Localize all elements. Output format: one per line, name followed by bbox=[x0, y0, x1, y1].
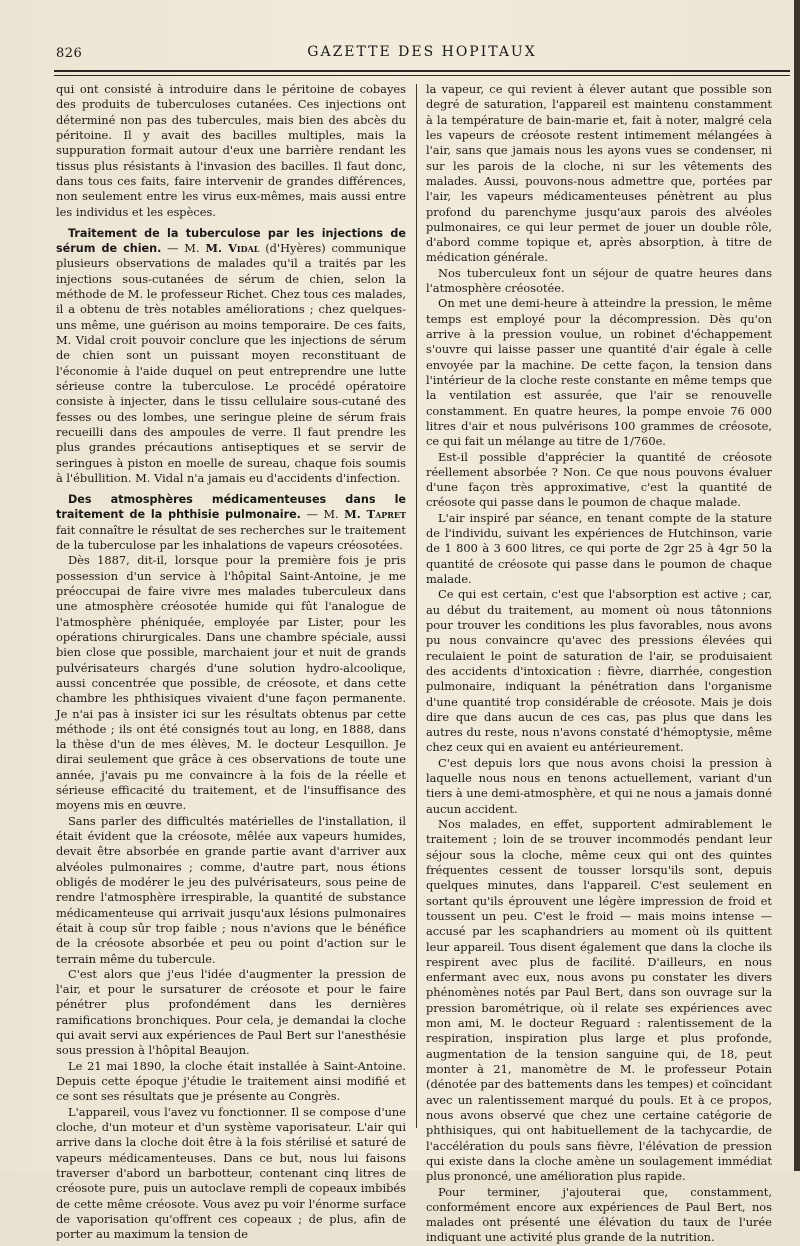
section-title: Des atmosphères médicamenteuses dans le traitement de la phthisie pulmonaire. bbox=[56, 493, 406, 522]
section-text: fait connaître le résultat de ses recherches sur le traitement de la tuberculose par les inhalations de vapeurs créosotées. bbox=[56, 522, 406, 553]
header-rule-thin bbox=[54, 75, 790, 76]
paragraph: Nos tuberculeux font un séjour de quatre heures dans l'atmosphère créosotée. bbox=[426, 265, 772, 296]
paragraph: Nos malades, en effet, supportent admirablement le traitement ; loin de se trouver incommodés pendant leur séjour sous la cloche, même ceux qui ont des quintes fréquentes cessent de tousser lorsqu'ils sont, depuis quelques minutes, dans l'appareil. C'est seulement en sortant qu'ils éprouvent une légère impression de froid et toussent un peu. C'est le froid — mais moins intense — accusé par les scaphandriers au moment où ils quittent leur appareil. Tous disent également que dans la cloche ils respirent avec plus de facilité. D'ailleurs, en nous enfermant avec eux, nous avons pu constater les divers phénomènes notés par Paul Bert, dans son ouvrage sur la pression barométrique, où il relate ses expériences avec mon ami, M. le docteur Reguard : ralentissement de la respiration, inspiration plus large et plus profonde, augmentation de la tension sanguine qui, de 18, peut monter à 21, manomètre de M. le professeur Potain (dénotée par des battements dans les tempes) et coïncidant avec un ralentissement marqué du pouls. Et à ce propos, nous avons observé que chez une certaine catégorie de phthisiques, qui ont habituellement de la tachycardie, de l'accélération du pouls sans fièvre, l'élévation de pression qui existe dans la cloche amène un soulagement immédiat plus prononcé, une amélioration plus rapide. bbox=[426, 817, 772, 1184]
journal-title: GAZETTE DES HOPITAUX bbox=[307, 44, 537, 60]
author-name: M. Tapret bbox=[344, 507, 406, 522]
paragraph: qui ont consisté à introduire dans le péritoine de cobayes des produits de tuberculoses cutanées. Ces injections ont déterminé non pas des tubercules, mais bien des abcès du péritoine. Il y avait des bacilles multiples, mais la suppuration formait autour d'eux une barrière rendant les tissus plus résistants à l'invasion des bacilles. Il faut donc, dans tous ces faits, faire intervenir de grandes différences, non seulement entre les virus eux-mêmes, mais aussi entre les individus et les espèces. bbox=[56, 82, 406, 219]
author-name: M. Vidal bbox=[205, 241, 260, 256]
header-rule-thick bbox=[54, 70, 790, 72]
paragraph: Ce qui est certain, c'est que l'absorption est active ; car, au début du traitement, au moment où nous tâtonnions pour trouver les conditions les plus favorables, nous avons pu nous convaincre qu'avec des pressions élevées qui reculaient le point de saturation de l'air, se produisaient des accidents d'intoxication : fièvre, diarrhée, congestion pulmonaire, indiquant la pénétration dans l'organisme d'une quantité trop considérable de créosote. Mais je dois dire que dans aucun de ces cas, pas plus que dans les autres du reste, nous n'avons constaté d'hémoptysie, même chez ceux qui en avaient eu antérieurement. bbox=[426, 587, 772, 755]
paragraph: C'est depuis lors que nous avons choisi la pression à laquelle nous nous en tenons actuellement, variant d'un tiers à une demi-atmosphère, et qui ne nous a jamais donné aucun accident. bbox=[426, 755, 772, 816]
paragraph: L'air inspiré par séance, en tenant compte de la stature de l'individu, suivant les expériences de Hutchinson, varie de 1 800 à 3 600 litres, ce qui porte de 2gr 25 à 4gr 50 la quantité de créosote qui passe dans le poumon de chaque malade. bbox=[426, 510, 772, 586]
section-vidal: Traitement de la tuberculose par les injections de sérum de chien. — M. M. Vidal (d'Hyères) communique plusieurs observations de malades qu'il a traités par les injections sous-cutanées de sérum de chien, selon la méthode de M. le professeur Richet. Chez tous ces malades, il a obtenu de très notables améliorations ; chez quelques-uns même, une guérison au moins temporaire. De ces faits, M. Vidal croit pouvoir conclure que les injections de sérum de chien sont un puissant moyen reconstituant de l'économie à l'aide duquel on peut entreprendre une lutte sérieuse contre la tuberculose. Le procédé opératoire consiste à injecter, dans le tissu cellulaire sous-cutané des fesses ou des lombes, une seringue pleine de sérum frais recueilli dans des ampoules de verre. Il faut prendre les plus grandes précautions antiseptiques et se servir de seringues à piston en moelle de sureau, chaque fois soumis à l'ébullition. M. Vidal n'a jamais eu d'accidents d'infection. bbox=[56, 226, 406, 485]
left-column bbox=[56, 82, 406, 1242]
right-column bbox=[426, 82, 772, 1245]
paragraph: C'est alors que j'eus l'idée d'augmenter la pression de l'air, et pour le sursaturer de créosote et pour le faire pénétrer plus profondément dans les dernières ramifications bronchiques. Pour cela, je demandai la cloche qui avait servi aux expériences de Paul Bert sur l'anesthésie sous pression à l'hôpital Beaujon. bbox=[56, 966, 406, 1058]
paragraph: L'appareil, vous l'avez vu fonctionner. Il se compose d'une cloche, d'un moteur et d'un système vaporisateur. L'air qui arrive dans la cloche doit être à la fois stérilisé et saturé de vapeurs médicamenteuses. Dans ce but, nous lui faisons traverser d'abord un barbotteur, contenant cinq litres de créosote pure, puis un autoclave rempli de copeaux imbibés de cette même créosote. Vous avez pu voir l'énorme surface de vaporisation qu'offrent ces copeaux ; de plus, afin de porter au maximum la tension de bbox=[56, 1104, 406, 1242]
column-divider bbox=[416, 84, 417, 1128]
paragraph: Sans parler des difficultés matérielles de l'installation, il était évident que la créosote, mêlée aux vapeurs humides, devait être absorbée en grande partie avant d'arriver aux alvéoles pulmonaires ; comme, d'autre part, nous étions obligés de modérer le jeu des pulvérisateurs, sous peine de rendre l'atmosphère irrespirable, la quantité de substance médicamenteuse qui arrivait jusqu'aux lésions pulmonaires était à coup sûr trop faible ; nous n'avions que le bénéfice de la créosote absorbée et peu ou point d'action sur le terrain même du tubercule. bbox=[56, 813, 406, 966]
section-text: (d'Hyères) communique plusieurs observations de malades qu'il a traités par les injections sous-cutanées de sérum de chien, selon la méthode de M. le professeur Richet. Chez tous ces malades, il a obtenu de très notables améliorations ; chez quelques-uns même, une guérison au moins temporaire. De ces faits, M. Vidal croit pouvoir conclure que les injections de sérum de chien sont un puissant moyen reconstituant de l'économie à l'aide duquel on peut entreprendre une lutte sérieuse contre la tuberculose. Le procédé opératoire consiste à injecter, dans le tissu cellulaire sous-cutané des fesses ou des lombes, une seringue pleine de sérum frais recueilli dans des ampoules de verre. Il faut prendre les plus grandes précautions antiseptiques et se servir de seringues à piston en moelle de sureau, chaque fois soumis à l'ébullition. M. Vidal n'a jamais eu d'accidents d'infection. bbox=[56, 241, 406, 485]
paragraph: Pour terminer, j'ajouterai que, constamment, conformément encore aux expériences de Paul Bert, nos malades ont présenté une élévation du taux de l'urée indiquant une activité plus grande de la nutrition. bbox=[426, 1184, 772, 1245]
section-tapret: Des atmosphères médicamenteuses dans le traitement de la phthisie pulmonaire. — M. M. Tapret fait connaître le résultat de ses recherches sur le traitement de la tuberculose par les inhalations de vapeurs créosotées. bbox=[56, 493, 406, 553]
page-header bbox=[56, 44, 788, 64]
paragraph: Dès 1887, dit-il, lorsque pour la première fois je pris possession d'un service à l'hôpital Saint-Antoine, je me préoccupai de faire vivre mes malades tuberculeux dans une atmosphère créosotée humide qui fût l'analogue de l'atmosphère phéniquée, employée par Lister, pour les opérations chirurgicales. Dans une chambre spéciale, aussi bien close que possible, marchaient jour et nuit de grands pulvérisateurs chargés d'une solution hydro-alcoolique, aussi concentrée que possible, de créosote, et dans cette chambre les phthisiques vivaient d'une façon permanente. Je n'ai pas à insister ici sur les résultats obtenus par cette méthode ; ils ont été consignés tout au long, en 1888, dans la thèse d'un de mes élèves, M. le docteur Lesquillon. Je dirai seulement que grâce à ces observations de toute une année, j'avais pu me convaincre à la fois de la réelle et sérieuse efficacité du traitement, et de l'insuffisance des moyens mis en œuvre. bbox=[56, 553, 406, 813]
paragraph: Le 21 mai 1890, la cloche était installée à Saint-Antoine. Depuis cette époque j'étudie le traitement ainsi modifié et ce sont ses résultats que je présente au Congrès. bbox=[56, 1058, 406, 1104]
paragraph: Est-il possible d'apprécier la quantité de créosote réellement absorbée ? Non. Ce que nous pouvons évaluer d'une façon très approximative, c'est la quantité de créosote qui passe dans le poumon de chaque malade. bbox=[426, 449, 772, 510]
section-title: Traitement de la tuberculose par les injections de sérum de chien. bbox=[56, 226, 406, 256]
page-edge-shadow bbox=[794, 0, 800, 1171]
paragraph: la vapeur, ce qui revient à élever autant que possible son degré de saturation, l'appareil est maintenu constamment à la température de bain-marie et, fait à noter, malgré cela les vapeurs de créosote restent intimement mélangées à l'air, sans que jamais nous les ayons vues se condenser, ni sur les parois de la cloche, ni sur les vêtements des malades. Aussi, pouvons-nous admettre que, portées par l'air, les vapeurs médicamenteuses pénètrent au plus profond du parenchyme jusqu'aux parois des alvéoles pulmonaires, ce qui leur permet de jouer un double rôle, d'abord comme topique et, après absorption, à titre de médication générale. bbox=[426, 82, 772, 265]
paragraph: On met une demi-heure à atteindre la pression, le même temps est employé pour la décompression. Dès qu'on arrive à la pression voulue, un robinet d'échappement s'ouvre qui laisse passer une quantité d'air égale à celle envoyée par la machine. De cette façon, la tension dans l'intérieur de la cloche reste constante en même temps que la ventilation est assurée, que l'air se renouvelle constamment. En quatre heures, la pompe envoie 76 000 litres d'air et nous pulvérisons 100 grammes de créosote, ce qui fait un mélange au titre de 1/760e. bbox=[426, 296, 772, 449]
page-number: 826 bbox=[56, 46, 83, 61]
